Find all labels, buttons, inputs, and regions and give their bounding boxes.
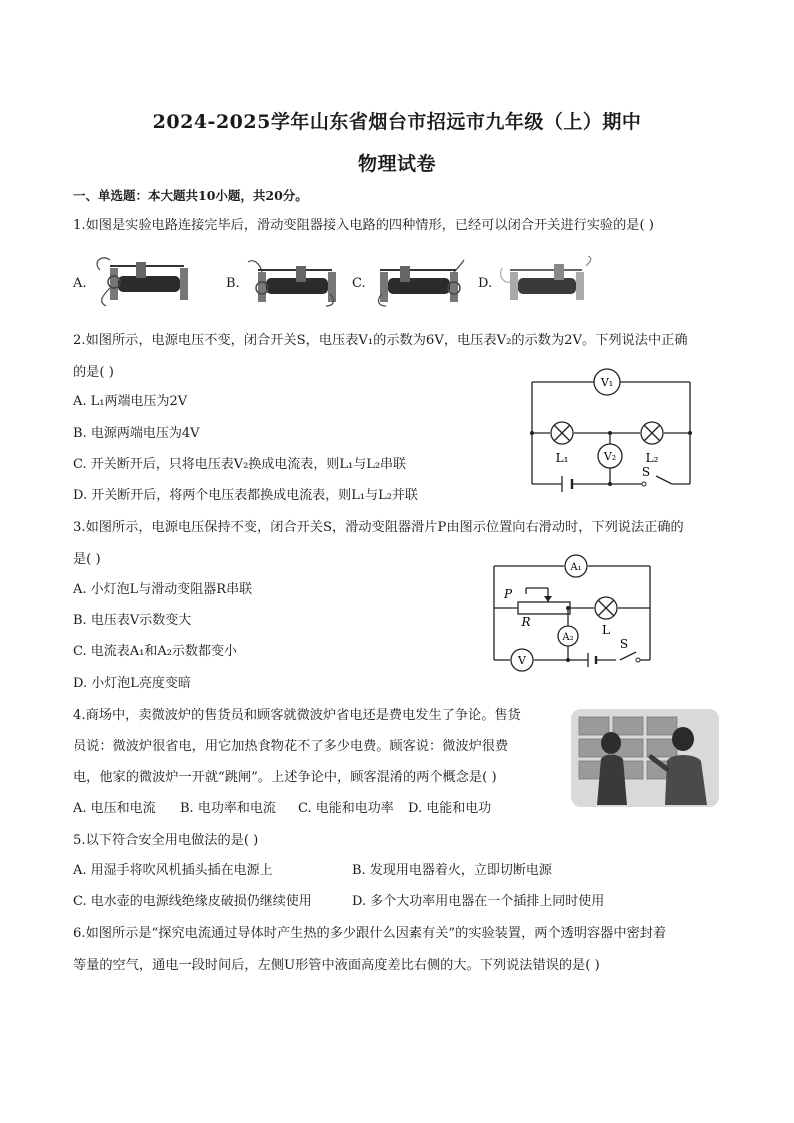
q3-fig-a2-label: A₂ — [562, 632, 574, 643]
q5-stem: 5.以下符合安全用电做法的是( ) — [73, 833, 259, 848]
q2-option-b: B. 电源两端电压为4V — [73, 426, 200, 441]
q2-fig-v2-label: V₂ — [603, 450, 617, 463]
q3-circuit-figure — [488, 552, 658, 672]
rheostat-image-b — [244, 256, 344, 308]
q4-stem-line1: 4.商场中，卖微波炉的售货员和顾客就微波炉省电还是费电发生了争论。售货 — [73, 708, 521, 723]
q3-option-a: A. 小灯泡L与滑动变阻器R串联 — [73, 582, 253, 597]
q3-fig-l-label: L — [602, 623, 610, 637]
q5-option-a: A. 用湿手将吹风机插头插在电源上 — [73, 863, 273, 878]
q2-option-c: C. 开关断开后，只将电压表V₂换成电流表，则L₁与L₂串联 — [73, 457, 407, 472]
q1-stem: 1.如图是实验电路连接完毕后，滑动变阻器接入电路的四种情形，已经可以闭合开关进行实验的是( ) — [73, 218, 654, 233]
q2-circuit-figure — [528, 368, 698, 496]
q2-option-a: A. L₁两端电压为2V — [73, 394, 188, 409]
q1-label-d: D. — [478, 276, 493, 291]
rheostat-image-a — [92, 252, 202, 308]
q2-option-d: D. 开关断开后，将两个电压表都换成电流表，则L₁与L₂并联 — [73, 488, 418, 503]
q2-fig-v1-label: V₁ — [600, 376, 614, 389]
q2-stem-line1: 2.如图所示，电源电压不变，闭合开关S，电压表V₁的示数为6V，电压表V₂的示数为2V。下列说法中正确 — [73, 333, 688, 348]
section-heading: 一、单选题：本大题共10小题，共20分。 — [73, 188, 308, 203]
q4-option-b: B. 电功率和电流 — [180, 801, 276, 816]
q6-stem-line2: 等量的空气，通电一段时间后，左侧U形管中液面高度差比右侧的大。下列说法错误的是( ) — [73, 958, 600, 973]
q4-option-d: D. 电能和电功 — [408, 801, 492, 816]
q4-option-c: C. 电能和电功率 — [298, 801, 394, 816]
q5-option-b: B. 发现用电器着火，立即切断电源 — [352, 863, 552, 878]
q3-option-b: B. 电压表V示数变大 — [73, 613, 192, 628]
q1-label-c: C. — [352, 276, 366, 291]
exam-subtitle: 物理试卷 — [357, 153, 436, 175]
q3-fig-v-label: V — [518, 654, 526, 667]
rheostat-image-d — [496, 256, 596, 308]
rheostat-image-c — [370, 256, 470, 308]
q2-fig-l1-label: L₁ — [555, 451, 569, 465]
q1-label-b: B. — [226, 276, 240, 291]
q5-option-d: D. 多个大功率用电器在一个插排上同时使用 — [352, 894, 605, 909]
q3-stem-line1: 3.如图所示，电源电压保持不变，闭合开关S，滑动变阻器滑片P由图示位置向右滑动时，下列说法正确的 — [73, 520, 684, 535]
exam-title: 2024-2025学年山东省烟台市招远市九年级（上）期中 — [152, 111, 642, 133]
q3-fig-s-label: S — [619, 637, 629, 651]
q3-fig-r-label: R — [521, 615, 531, 629]
q3-option-d: D. 小灯泡L亮度变暗 — [73, 676, 191, 691]
q1-label-a: A. — [73, 276, 87, 291]
q3-fig-p-label: P — [503, 587, 513, 601]
q3-stem-line2: 是( ) — [73, 552, 101, 567]
q4-stem-line2: 员说：微波炉很省电，用它加热食物花不了多少电费。顾客说：微波炉很费 — [73, 739, 509, 754]
q3-fig-a1-label: A₁ — [570, 562, 582, 573]
q6-stem-line1: 6.如图所示是“探究电流通过导体时产生热的多少跟什么因素有关”的实验装置，两个透明容器中密封着 — [73, 926, 667, 941]
q5-option-c: C. 电水壶的电源线绝缘皮破损仍继续使用 — [73, 894, 312, 909]
q4-stem-line3: 电，他家的微波炉一开就“跳闸”。上述争论中，顾客混淆的两个概念是( ) — [73, 770, 497, 785]
q2-fig-l2-label: L₂ — [645, 451, 659, 465]
q4-option-a: A. 电压和电流 — [73, 801, 156, 816]
q3-option-c: C. 电流表A₁和A₂示数都变小 — [73, 644, 237, 659]
microwave-store-image — [571, 709, 719, 807]
q2-fig-s-label: S — [641, 465, 651, 479]
q2-stem-line2: 的是( ) — [73, 365, 114, 380]
